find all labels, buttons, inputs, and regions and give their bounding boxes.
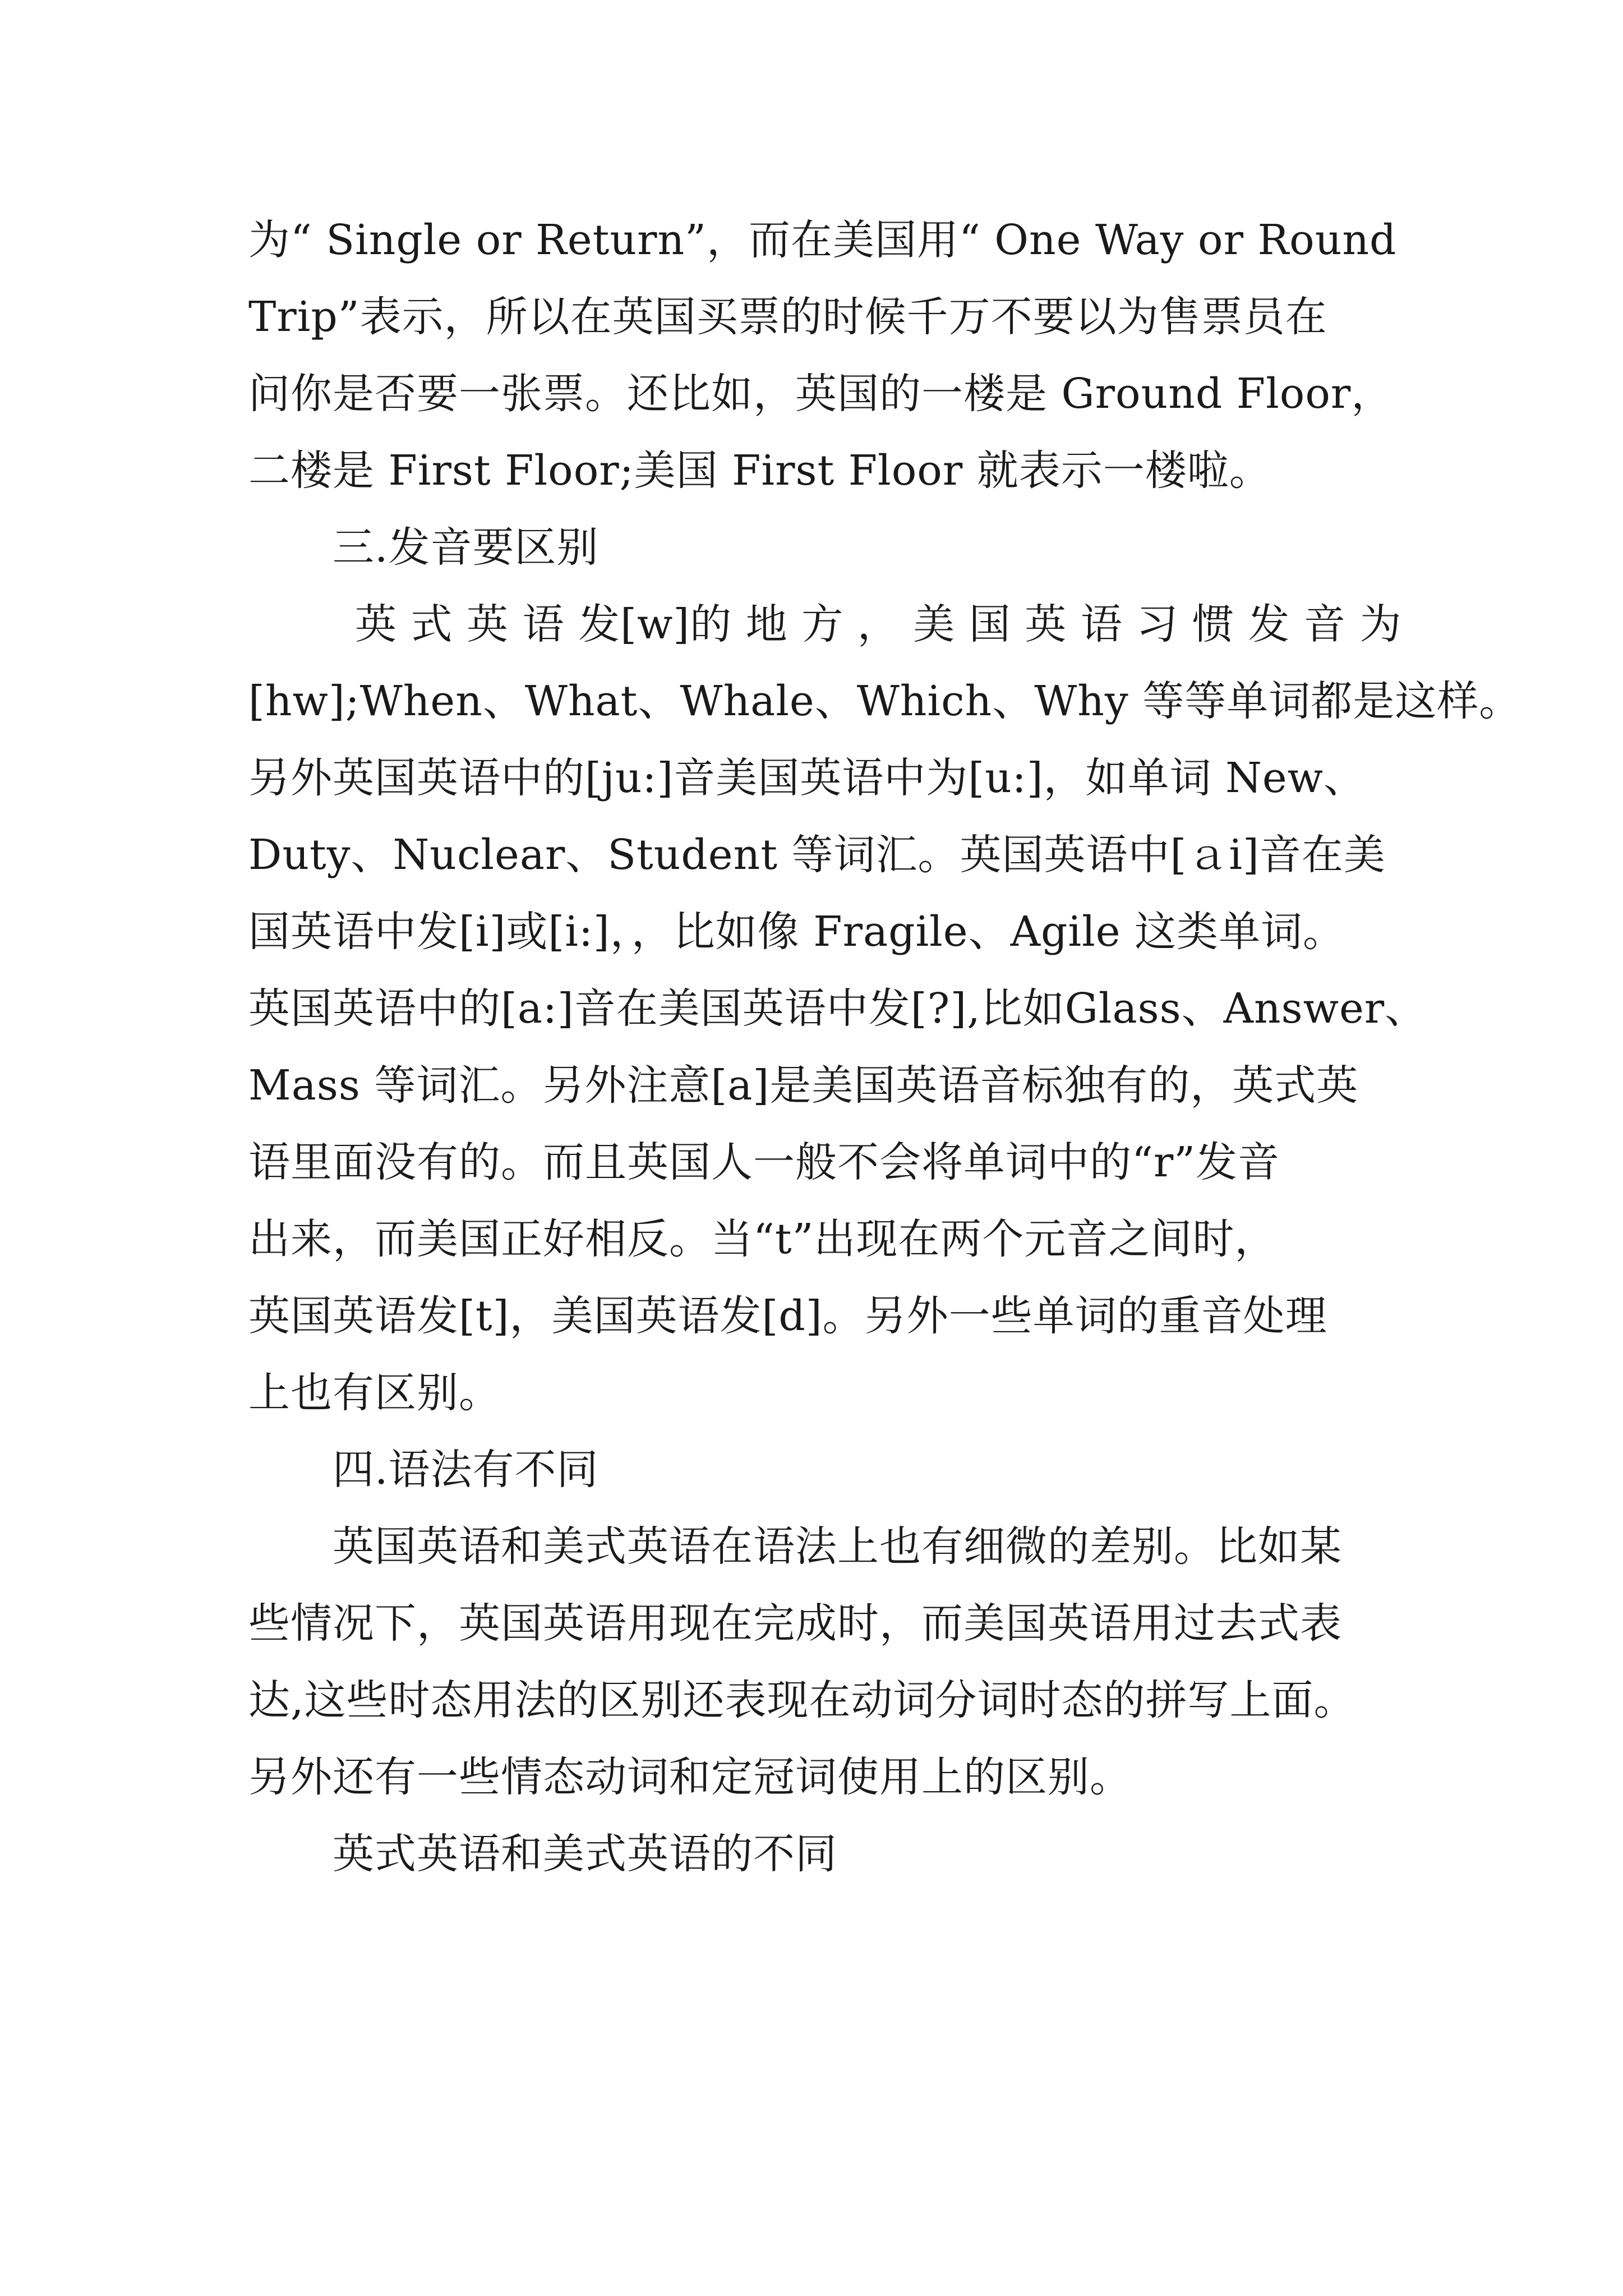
document-body: [248, 202, 1521, 1893]
paragraph-line: Mass 等词汇。另外注意[a]是美国英语音标独有的，英式英: [248, 1061, 1359, 1110]
paragraph-line: 二楼是 First Floor;美国 First Floor 就表示一楼啦。: [248, 447, 1271, 495]
paragraph-line: 另外英国英语中的[ju:]音美国英语中为[u:]，如单词 New、: [248, 754, 1366, 802]
closing-title: 英式英语和美式英语的不同: [333, 1830, 837, 1878]
paragraph-line: 语里面没有的。而且英国人一般不会将单词中的“r”发音: [248, 1138, 1280, 1186]
paragraph-line: 英 式 英 语 发[w]的 地 方 ， 美 国 英 语 习 惯 发 音 为: [355, 600, 1402, 648]
paragraph-line: 出来，而美国正好相反。当“t”出现在两个元音之间时，: [248, 1215, 1277, 1263]
paragraph-line: Duty、Nuclear、Student 等词汇。英国英语中[ａi]音在美: [248, 831, 1386, 879]
paragraph-line: 国英语中发[i]或[i:]，，比如像 Fragile、Agile 这类单词。: [248, 908, 1345, 956]
section-heading-pronunciation: 三.发音要区别: [333, 523, 599, 572]
paragraph-line: 些情况下，英国英语用现在完成时，而美国英语用过去式表: [248, 1599, 1342, 1648]
paragraph-line: 为“ Single or Return”，而在美国用“ One Way or Round: [248, 216, 1397, 264]
paragraph-line: 问你是否要一张票。还比如，英国的一楼是 Ground Floor，: [248, 370, 1394, 418]
paragraph-line: 英国英语发[t]，美国英语发[d]。另外一些单词的重音处理: [248, 1292, 1327, 1340]
paragraph-line: [hw];When、What、Whale、Which、Why 等等单词都是这样。: [248, 677, 1521, 725]
paragraph-line: 英国英语中的[a:]音在美国英语中发[?],比如Glass、Answer、: [248, 984, 1427, 1033]
paragraph-line: 英国英语和美式英语在语法上也有细微的差别。比如某: [333, 1522, 1342, 1571]
paragraph-line: 达,这些时态用法的区别还表现在动词分词时态的拼写上面。: [248, 1676, 1356, 1724]
paragraph-line: 另外还有一些情态动词和定冠词使用上的区别。: [248, 1753, 1132, 1801]
paragraph-line: Trip”表示，所以在英国买票的时候千万不要以为售票员在: [248, 293, 1327, 341]
paragraph-line: 上也有区别。: [248, 1369, 501, 1417]
section-heading-grammar: 四.语法有不同: [333, 1446, 599, 1494]
